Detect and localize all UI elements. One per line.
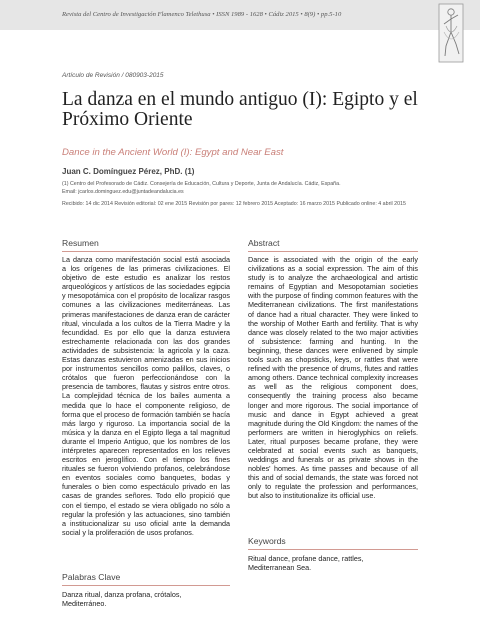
palabras-clave-text: Danza ritual, danza profana, crótalos, Mediterráneo. [62, 590, 182, 609]
author-affiliation: (1) Centro del Profesorado de Cádiz. Consejería de Educación, Cultura y Deporte, Junta de Andalucía. Cádiz, España. [62, 181, 341, 187]
resumen-rule [62, 251, 230, 252]
resumen-text: La danza como manifestación social está asociada a los orígenes de las primeras civilizaciones. El objetivo de este estudio es analizar los restos arqueológicos y artísticos de las sociedades egipcia y mesopotámica con el propósito de localizar rasgos comunes a las civilizaciones mediterráneas. Las primeras manifestaciones de danza eran de carácter ritual, vinculada a los cultos de la Tierra Madre y la fecundidad. Es por ello que la danza estuviera estrechamente relacionada con las dos grandes actividades de subsistencia: la agricola y la caza. Estas danzas estuvieron amenizadas en sus inicios por instrumentos sencillos como palillos, claves, o crótalos que fueron perfeccionándose con la presencia de tambores, flautas y sistros entre otros. La complejidad técnica de los bailes aumenta a medida que lo hace el componente religioso, de forma que el proceso de formación también se hacía más largo y riguroso. La importancia social de la música y la danza en el Egipto llega a tal magnitud durante el Imperio Antiguo, que los nombres de los intérpretes aparecen representados en los relieves escritos en jeroglífico. Con el tiempo los fines rituales se fueron volviendo profanos, celebrándose en eventos sociales como banquetes, bodas y funerales o bien como espectáculo privado en las casas de grandes señores. Todo ello propició que con el tiempo, el estado se viera obligado no sólo a regular la profesión y las actuaciones, sino también a institucionalizar su uso oficial ante la demanda social y la proliferación de usos profanos. [62, 255, 230, 537]
resumen-heading: Resumen [62, 238, 99, 248]
palabras-clave-rule [62, 585, 230, 586]
abstract-text: Dance is associated with the origin of the early civilizations as a social expression. The aim of this study is to analyze the archaeological and artistic remains of Egyptian and Mesopotamian societies with the purpose of finding common features with the Mediterranean civilizations. The first manifestations of dance had a ritual character. They were linked to the worship of Mother Earth and fertility. That is why dance was closely related to the two major activities of subsistence: farming and hunting. In the beginning, these dances were enlivened by simple tools such as chopsticks, keys, or rattles that were refined with the presence of drums, flutes and rattles among others. Dance technical complexity increases as well as the religious component does, consequently the training process also became longer and more rigorous. The social importance of music and dance in Egypt achieved a great magnitude during the Old Kingdom: the names of the performers are written in hieroglyphics on reliefs. Later, ritual purposes became profane, they were celebrated at social events such as banquets, weddings and funerals or as private shows in the nobles' homes. As time passes and because of all this and of social demands, the state was forced not only to regulate the profession and performances, but also to institutionalize its official use. [248, 255, 418, 501]
keywords-heading: Keywords [248, 536, 286, 546]
keywords-rule [248, 549, 418, 550]
article-subtitle: Dance in the Ancient World (I): Egypt and Near East [62, 147, 284, 158]
journal-header-text: Revista del Centro de Investigación Flamenco Telethusa • ISSN 1989 - 1628 • Cádiz 2015 • 8(9) • pp.5-10 [62, 11, 342, 18]
author-email[interactable]: Email: jcarlos.dominguez.edu@juntadeandalucia.es [62, 189, 184, 195]
classical-dancer-figure-icon [434, 2, 468, 64]
publication-dates: Recibido: 14 dic 2014 Revisión editorial: 02 ene 2015 Revisión por pares: 12 febrero 2015 Aceptado: 16 marzo 2015 Publicado online: 4 abril 2015 [62, 201, 406, 207]
palabras-clave-heading: Palabras Clave [62, 572, 121, 582]
keywords-text: Ritual dance, profane dance, rattles, Mediterranean Sea. [248, 554, 364, 573]
article-type-label: Artículo de Revisión / 080903-2015 [62, 72, 164, 79]
abstract-heading: Abstract [248, 238, 280, 248]
article-title: La danza en el mundo antiguo (I): Egipto y el Próximo Oriente [62, 89, 418, 130]
author-name: Juan C. Domínguez Pérez, PhD. (1) [62, 167, 195, 176]
abstract-rule [248, 251, 418, 252]
